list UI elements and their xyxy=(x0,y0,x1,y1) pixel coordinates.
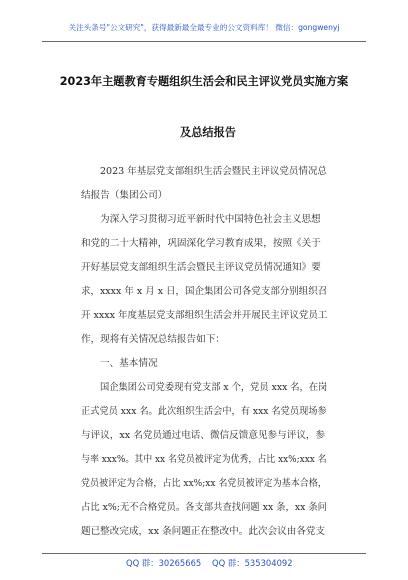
section-heading-basic-info: 一、基本情况 xyxy=(100,358,158,369)
body-line-4: 和党的二十大精神，巩固深化学习教育成果，按照《关于 xyxy=(81,238,321,249)
body-line-16: 题已整改完成，xx 条问题正在整改中。此次会议由各党支 xyxy=(81,526,326,537)
document-title-line-2: 及总结报告 xyxy=(180,126,236,139)
document-title-line-1: 2023年主题教育专题组织生活会和民主评议党员实施方案 xyxy=(59,75,349,88)
body-line-11: 正式党员 xxx 名。此次组织生活会中，有 xxx 名党员现场参 xyxy=(81,406,327,417)
body-line-14: 党员被评定为合格，占比 xx%;xx 名党员被评定为基本合格， xyxy=(81,478,327,489)
body-line-5: 开好基层党支部组织生活会暨民主评议党员情况通知》要 xyxy=(81,262,321,273)
body-line-7: 开 xxxx 年度基层党支部组织生活会并开展民主评议党员工 xyxy=(81,310,328,321)
footer-qq-group-2: QQ 群：535304092 xyxy=(212,558,293,568)
body-line-13: 与率 xxx%。其中 xx 名党员被评定为优秀，占比 xx%;xxx 名 xyxy=(81,454,327,465)
body-line-3: 为深入学习贯彻习近平新时代中国特色社会主义思想 xyxy=(100,214,321,225)
body-line-15: 占比 x%;无不合格党员。各支部共查找问题 xx 条，xx 条问 xyxy=(81,502,327,513)
header-divider xyxy=(42,41,366,42)
body-line-1: 2023 年基层党支部组织生活会暨民主评议党员情况总 xyxy=(100,166,327,177)
body-line-8: 作，现将有关情况总结报告如下： xyxy=(81,334,225,345)
body-line-12: 与评议，xx 名党员通过电话、微信反馈意见参与评议，参 xyxy=(81,430,326,441)
header-banner: 关注头条号"公文研究"，获得最新最全最专业的公文资料库！ 微信：gongwenyj xyxy=(68,23,340,32)
footer-qq-group-1: QQ 群：30265665 xyxy=(126,558,202,568)
footer-divider xyxy=(42,553,366,554)
body-line-10: 国企集团公司党委现有党支部 x 个，党员 xxx 名，在岗 xyxy=(100,382,328,393)
body-line-6: 求，xxxx 年 x 月 x 日，国企集团公司各党支部分别组织召 xyxy=(81,286,328,297)
body-line-2: 结报告（集团公司） xyxy=(81,190,168,201)
